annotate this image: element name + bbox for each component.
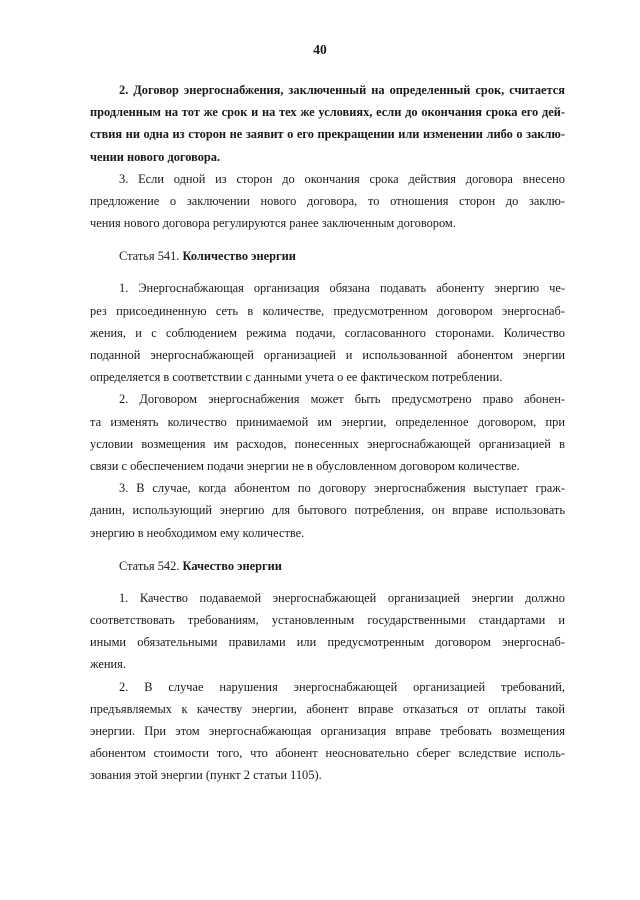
article-title: Качество энергии (182, 558, 282, 573)
text-line: определяется в соответствии с данными учета о ее фактическом потреблении. (90, 370, 503, 385)
text-line: 3. Если одной из сторон до окончания срока действия договора внесено (119, 171, 565, 186)
text-line: данин, использующий энергию для бытового потребления, он вправе использовать (90, 503, 565, 518)
article-title: Количество энергии (182, 249, 296, 264)
text-line: 1. Качество подаваемой энергоснабжающей организацией энергии должно (119, 590, 565, 605)
text-line: жения. (90, 657, 126, 672)
text-line: 2. В случае нарушения энергоснабжающей организацией требований, (119, 679, 565, 694)
text-line: иными обязательными правилами или предусмотренным договором энергоснаб- (90, 635, 565, 650)
article-heading (90, 245, 565, 267)
text-line: чения нового договора регулируются ранее заключенным договором. (90, 216, 456, 231)
text-line: зования этой энергии (пункт 2 статьи 1105). (90, 768, 322, 783)
text-line: ствия ни одна из сторон не заявит о его прекращении или изменении либо о заклю- (90, 127, 565, 142)
paragraph (90, 388, 565, 477)
text-line: энергию в необходимом ему количестве. (90, 525, 305, 540)
text-line: 2. Договором энергоснабжения может быть предусмотрено право абонен- (119, 392, 565, 407)
paragraph (90, 676, 565, 787)
text-line: предъявляемых к качеству энергии, абонент вправе отказаться от оплаты такой (90, 701, 565, 716)
text-line: связи с обеспечением подачи энергии не в обусловленном договором количестве. (90, 459, 520, 474)
text-line: энергии. При этом энергоснабжающая организация вправе требовать возмещения (90, 724, 565, 739)
article-number: Статья 541. (119, 249, 180, 264)
article-heading (90, 555, 565, 577)
text-line: рез присоединенную сеть в количестве, предусмотренном договором энергоснаб- (90, 303, 565, 318)
text-line: 2. Договор энергоснабжения, заключенный на определенный срок, считается (119, 83, 565, 97)
article-number: Статья 542. (119, 558, 180, 573)
document-body (90, 79, 565, 787)
text-line: абонентом стоимости того, что абонент неосновательно сберег вследствие исполь- (90, 746, 565, 761)
paragraph (90, 477, 565, 544)
paragraph (90, 79, 565, 168)
text-line: условии возмещения им расходов, понесенных энергоснабжающей организацией в (90, 436, 565, 451)
text-line: продленным на тот же срок и на тех же условиях, если до окончания срока его дей- (90, 105, 565, 120)
page-number: 40 (313, 42, 327, 57)
text-line: та изменять количество принимаемой им энергии, определенное договором, при (90, 414, 565, 429)
paragraph (90, 168, 565, 235)
text-line: поданной энергоснабжающей организацией и использованной абонентом энергии (90, 348, 565, 363)
text-line: предложение о заключении нового договора, то отношения сторон до заклю- (90, 194, 565, 209)
text-line: жения, и с соблюдением режима подачи, согласованного сторонами. Количество (90, 325, 565, 340)
paragraph (90, 277, 565, 388)
text-line: 1. Энергоснабжающая организация обязана подавать абоненту энергию че- (119, 281, 565, 296)
paragraph (90, 587, 565, 676)
text-line: соответствовать требованиям, установленным государственными стандартами и (90, 613, 565, 628)
text-line: чении нового договора. (90, 149, 221, 164)
text-line: 3. В случае, когда абонентом по договору энергоснабжения выступает граж- (119, 481, 565, 496)
